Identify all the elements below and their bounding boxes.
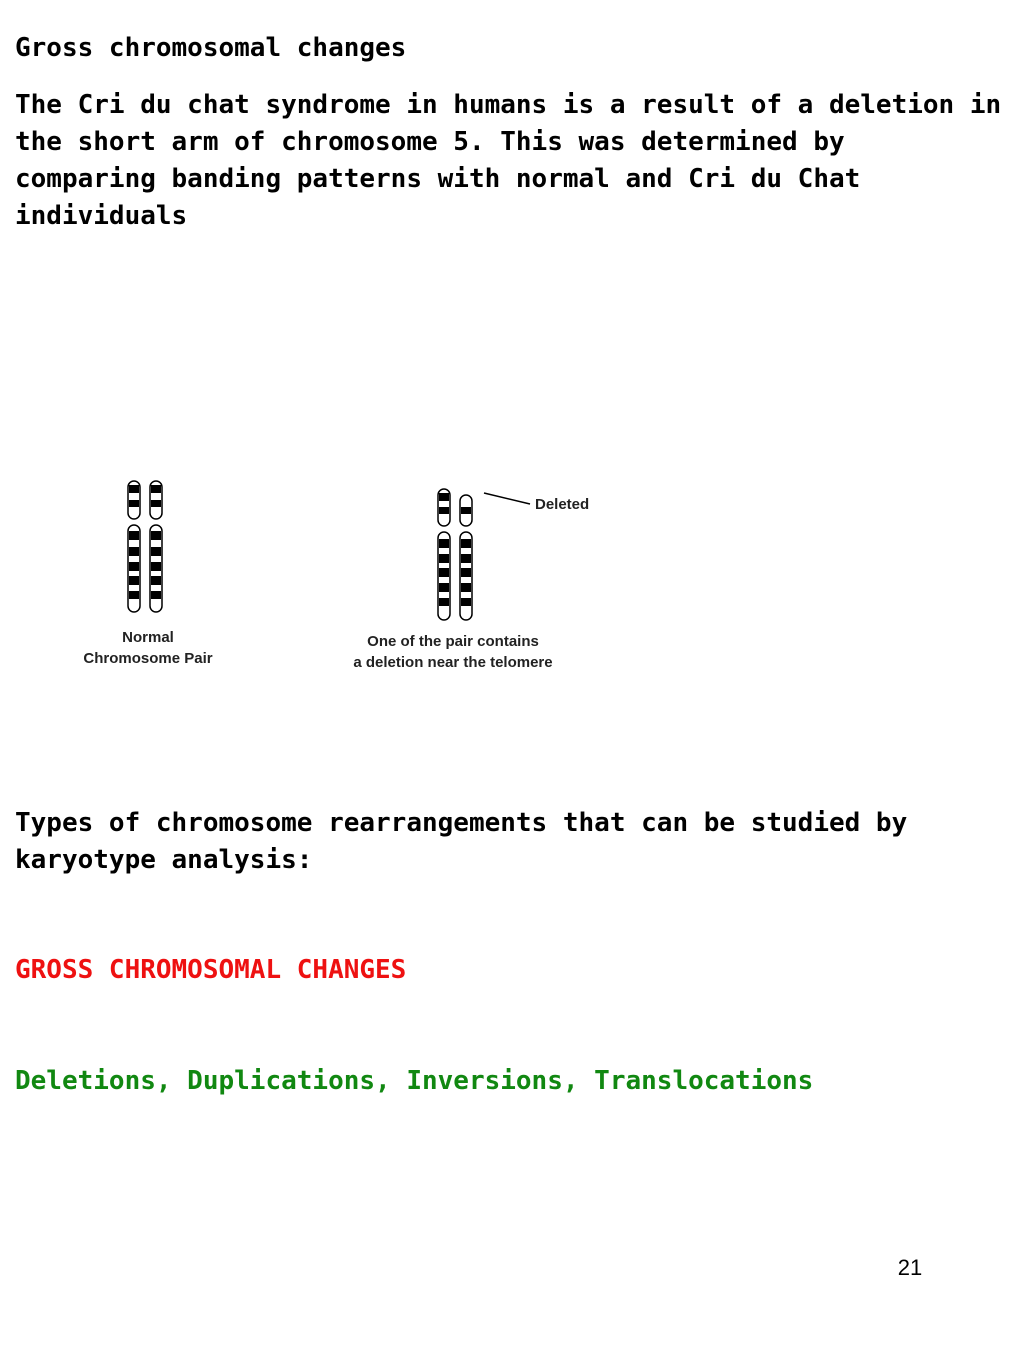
normal-chromatid-right-band xyxy=(151,562,161,571)
normal-pair-caption: Normal Chromosome Pair xyxy=(83,629,213,667)
deletion-chromatid-left-band xyxy=(439,493,449,501)
deletion-chromatid-left-band xyxy=(439,568,449,577)
deleted-callout-label: Deleted xyxy=(535,496,590,513)
deletion-chromatid-left-band xyxy=(439,554,449,563)
normal-chromatid-left-band xyxy=(129,547,139,556)
intro-paragraph: The Cri du chat syndrome in humans is a result of a deletion in the short arm of chromosome 5. This was determined by comparing banding patterns with normal and Cri du Chat individuals xyxy=(15,90,1002,231)
normal-chromatid-right-band xyxy=(151,591,161,599)
deletion-chromatid-left-band xyxy=(439,507,449,514)
page-number: 21 xyxy=(897,1255,923,1280)
deletion-chromatid-right-band xyxy=(461,554,471,563)
normal-chromatid-right-band xyxy=(151,485,161,493)
normal-chromatid-left-band xyxy=(129,500,139,507)
deletion-chromatid-right-band xyxy=(461,583,471,592)
normal-chromatid-left-band xyxy=(129,485,139,493)
normal-chromatid-right-band xyxy=(151,576,161,585)
deletion-pair-caption: One of the pair contains a deletion near the telomere xyxy=(353,633,553,671)
normal-chromatid-left-band xyxy=(129,531,139,540)
deletion-chromatid-right-band xyxy=(461,568,471,577)
deletion-chromatid-right-band xyxy=(461,507,471,514)
normal-chromatid-right-band xyxy=(151,547,161,556)
rearrangement-types-intro: Types of chromosome rearrangements that can be studied by karyotype analysis: xyxy=(15,808,908,875)
normal-chromatid-left-band xyxy=(129,591,139,599)
deletion-chromatid-left-band xyxy=(439,539,449,548)
normal-chromatid-right-band xyxy=(151,531,161,540)
normal-chromatid-left-band xyxy=(129,562,139,571)
slide-heading: Gross chromosomal changes xyxy=(15,33,407,63)
deletion-chromatid-right-band xyxy=(461,539,471,548)
deleted-pointer-line xyxy=(484,493,530,504)
deletion-chromatid-left-band xyxy=(439,583,449,592)
gross-changes-heading: GROSS CHROMOSOMAL CHANGES xyxy=(15,955,407,985)
deletion-chromatid-left-band xyxy=(439,598,449,606)
normal-chromatid-left-band xyxy=(129,576,139,585)
rearrangement-types-list: Deletions, Duplications, Inversions, Translocations xyxy=(15,1066,814,1096)
deletion-chromatid-right-band xyxy=(461,598,471,606)
normal-chromatid-right-band xyxy=(151,500,161,507)
